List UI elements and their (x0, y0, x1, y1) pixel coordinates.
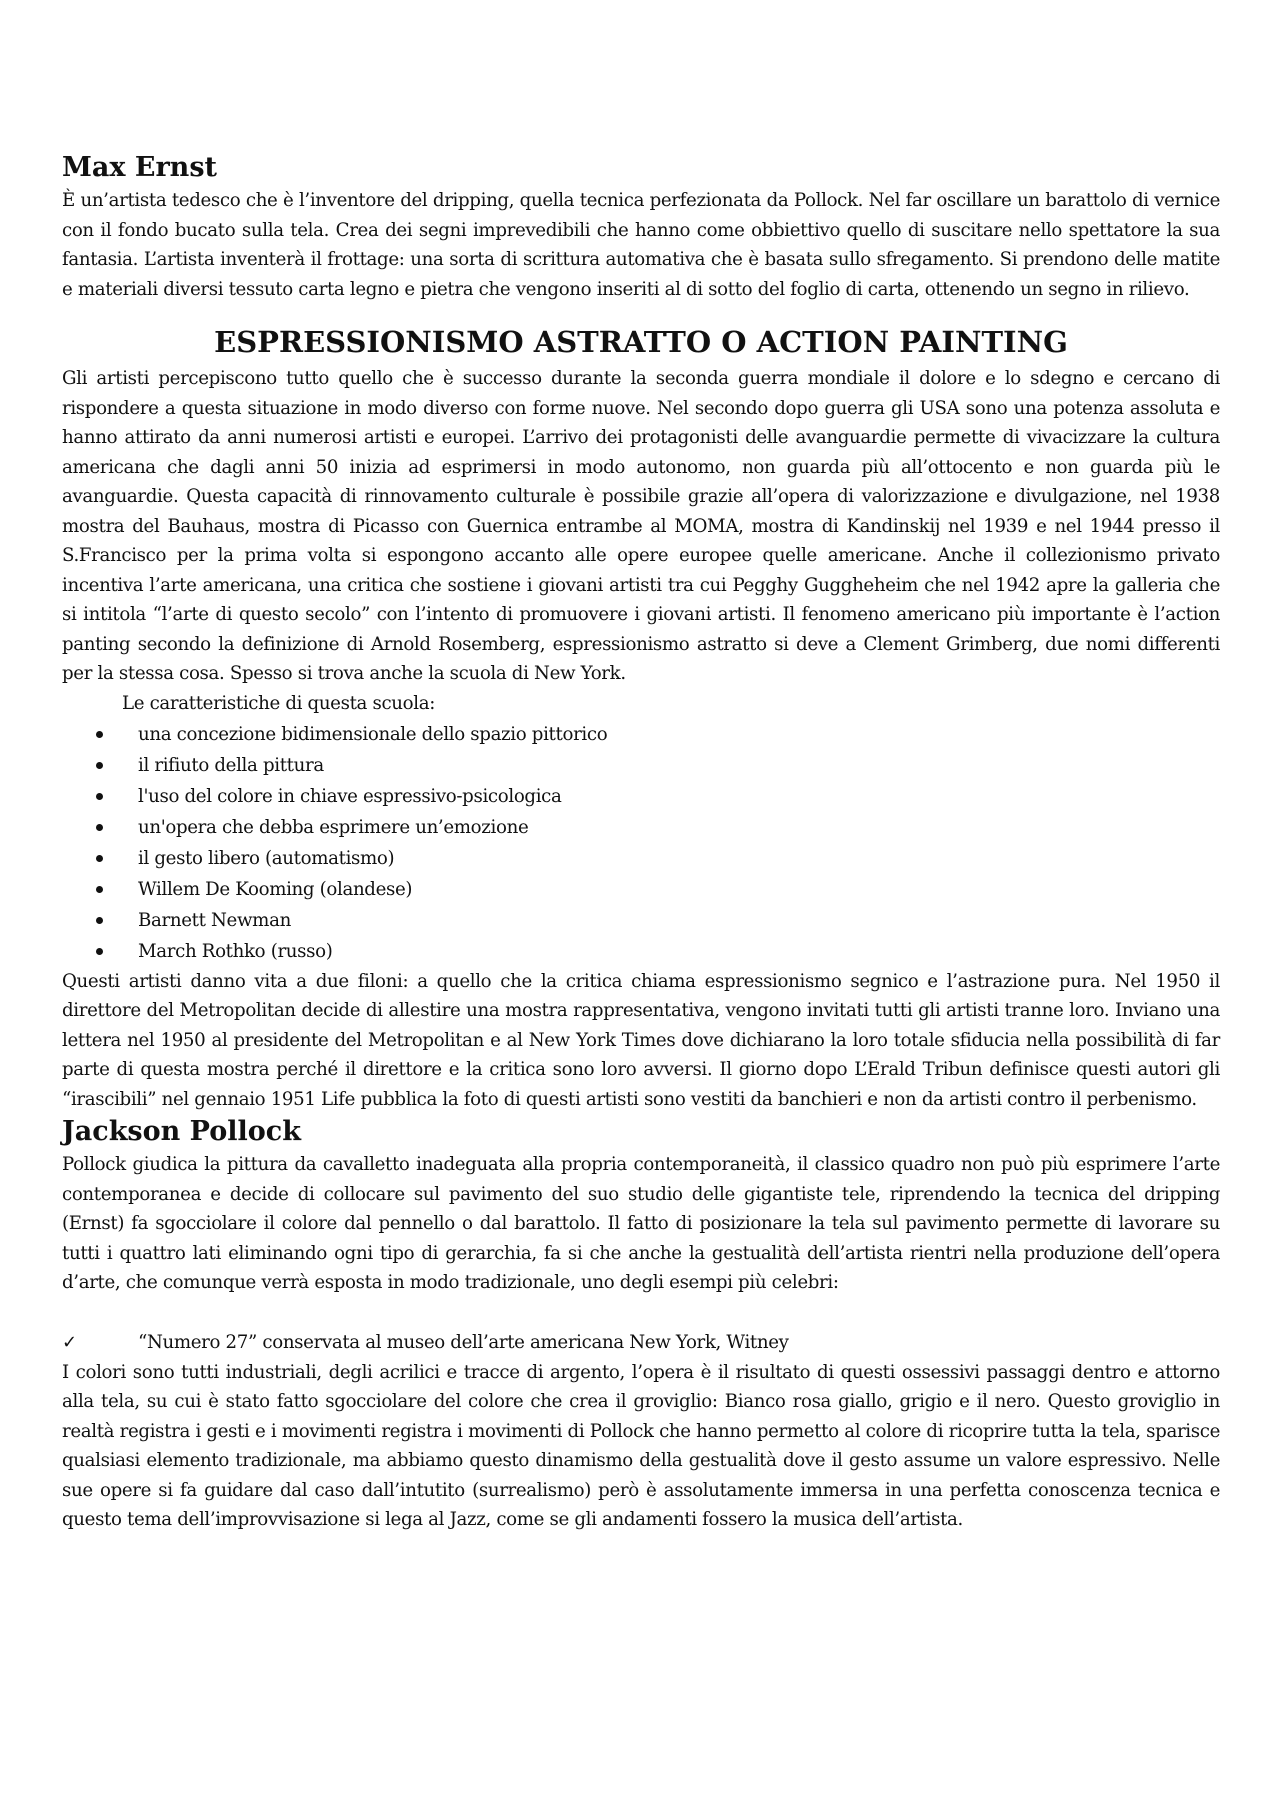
list-item (62, 874, 1220, 905)
blank-line (62, 1298, 1220, 1328)
bullet-icon (96, 824, 103, 831)
list-item-text: l'uso del colore in chiave espressivo-psicologica (138, 785, 562, 807)
list-item (62, 781, 1220, 812)
list-item (62, 812, 1220, 843)
bullet-icon (96, 948, 103, 955)
list-item (62, 750, 1220, 781)
heading-jackson-pollock: Jackson Pollock (62, 1116, 301, 1147)
bullet-icon (96, 917, 103, 924)
list-item-text: Barnett Newman (138, 909, 291, 931)
bullet-icon (96, 855, 103, 862)
list-item (62, 905, 1220, 936)
list-item (62, 843, 1220, 874)
checkmark-icon: ✓ (62, 1331, 77, 1353)
list-item-text: March Rothko (russo) (138, 940, 333, 962)
bullet-icon (96, 762, 103, 769)
checked-list-item-text: “Numero 27” conservata al museo dell’arte americana New York, Witney (138, 1331, 789, 1353)
checked-list-item (62, 1328, 1220, 1358)
paragraph-max-ernst: È un’artista tedesco che è l’inventore del dripping, quella tecnica perfezionata da Pollock. Nel far oscillare un barattolo di vernice con il fondo bucato sulla tela. Crea dei segni imprevedibili che hanno come obbiettivo quello di suscitare nello spettatore la sua fantasia. L’artista inventerà il frottage: una sorta di scrittura automativa che è basata sullo sfregamento. Si prendono delle matite e materiali diversi tessuto carta legno e pietra che vengono inseriti al di sotto del foglio di carta, ottenendo un segno in rilievo. (62, 190, 1220, 300)
heading-espressionismo-astratto: ESPRESSIONISMO ASTRATTO O ACTION PAINTING (214, 325, 1068, 359)
characteristics-list (62, 719, 1220, 967)
bullet-icon (96, 793, 103, 800)
list-intro: Le caratteristiche di questa scuola: (122, 692, 435, 714)
list-item-text: un'opera che debba esprimere un’emozione (138, 816, 529, 838)
list-item (62, 719, 1220, 750)
heading-max-ernst: Max Ernst (62, 152, 217, 183)
paragraph-irascibili: Questi artisti danno vita a due filoni: a quello che la critica chiama espressionismo segnico e l’astrazione pura. Nel 1950 il direttore del Metropolitan decide di allestire una mostra rappresentativa, vengono invitati tutti gli artisti tranne loro. Inviano una lettera nel 1950 al presidente del Metropolitan e al New York Times dove dichiarano la loro totale sfiducia nella possibilità di far parte di questa mostra perché il direttore e la critica sono loro avversi. Il giorno dopo L’Erald Tribun definisce questi autori gli “irascibili” nel gennaio 1951 Life pubblica la foto di questi artisti sono vestiti da banchieri e non da artisti contro il perbenismo. (62, 970, 1220, 1110)
list-item-text: Willem De Kooming (olandese) (138, 878, 413, 900)
paragraph-espressionismo-intro: Gli artisti percepiscono tutto quello che è successo durante la seconda guerra mondiale il dolore e lo sdegno e cercano di rispondere a questa situazione in modo diverso con forme nuove. Nel secondo dopo guerra gli USA sono una potenza assoluta e hanno attirato da anni numerosi artisti e europei. L’arrivo dei protagonisti delle avanguardie permette di vivacizzare la cultura americana che dagli anni 50 inizia ad esprimersi in modo autonomo, non guarda più all’ottocento e non guarda più le avanguardie. Questa capacità di rinnovamento culturale è possibile grazie all’opera di valorizzazione e divulgazione, nel 1938 mostra del Bauhaus, mostra di Picasso con Guernica entrambe al MOMA, mostra di Kandinskij nel 1939 e nel 1944 presso il S.Francisco per la prima volta si espongono accanto alle opere europee quelle americane. Anche il collezionismo privato incentiva l’arte americana, una critica che sostiene i giovani artisti tra cui Pegghy Guggheheim che nel 1942 apre la galleria che si intitola “l’arte di questo secolo” con l’intento di promuovere i giovani artisti. Il fenomeno americano più importante è l’action panting secondo la definizione di Arnold Rosemberg, espressionismo astratto si deve a Clement Grimberg, due nomi differenti per la stessa cosa. Spesso si trova anche la scuola di New York. (62, 368, 1220, 684)
paragraph-pollock-intro: Pollock giudica la pittura da cavalletto inadeguata alla propria contemporaneità, il classico quadro non può più esprimere l’arte contemporanea e decide di collocare sul pavimento del suo studio delle gigantiste tele, riprendendo la tecnica del dripping (Ernst) fa sgocciolare il colore dal pennello o dal barattolo. Il fatto di posizionare la tela sul pavimento permette di lavorare su tutti i quattro lati eliminando ogni tipo di gerarchia, fa si che anche la gestualità dell’artista rientri nella produzione dell’opera d’arte, che comunque verrà esposta in modo tradizionale, uno degli esempi più celebri: (62, 1154, 1220, 1293)
bullet-icon (96, 731, 103, 738)
list-item-text: il rifiuto della pittura (138, 754, 324, 776)
paragraph-numero-27: I colori sono tutti industriali, degli acrilici e tracce di argento, l’opera è il risultato di questi ossessivi passaggi dentro e attorno alla tela, su cui è stato fatto sgocciolare del colore che crea il groviglio: Bianco rosa giallo, grigio e il nero. Questo groviglio in realtà registra i gesti e i movimenti registra i movimenti di Pollock che hanno permetto al colore di ricoprire tutta la tela, sparisce qualsiasi elemento tradizionale, ma abbiamo questo dinamismo della gestualità dove il gesto assume un valore espressivo. Nelle sue opere si fa guidare dal caso dall’intutito (surrealismo) però è assolutamente immersa in una perfetta conoscenza tecnica e questo tema dell’improvvisazione si lega al Jazz, come se gli andamenti fossero la musica dell’artista. (62, 1361, 1220, 1530)
list-item (62, 936, 1220, 967)
list-item-text: una concezione bidimensionale dello spazio pittorico (138, 723, 608, 745)
bullet-icon (96, 886, 103, 893)
list-item-text: il gesto libero (automatismo) (138, 847, 395, 869)
document-page (62, 150, 1220, 1535)
